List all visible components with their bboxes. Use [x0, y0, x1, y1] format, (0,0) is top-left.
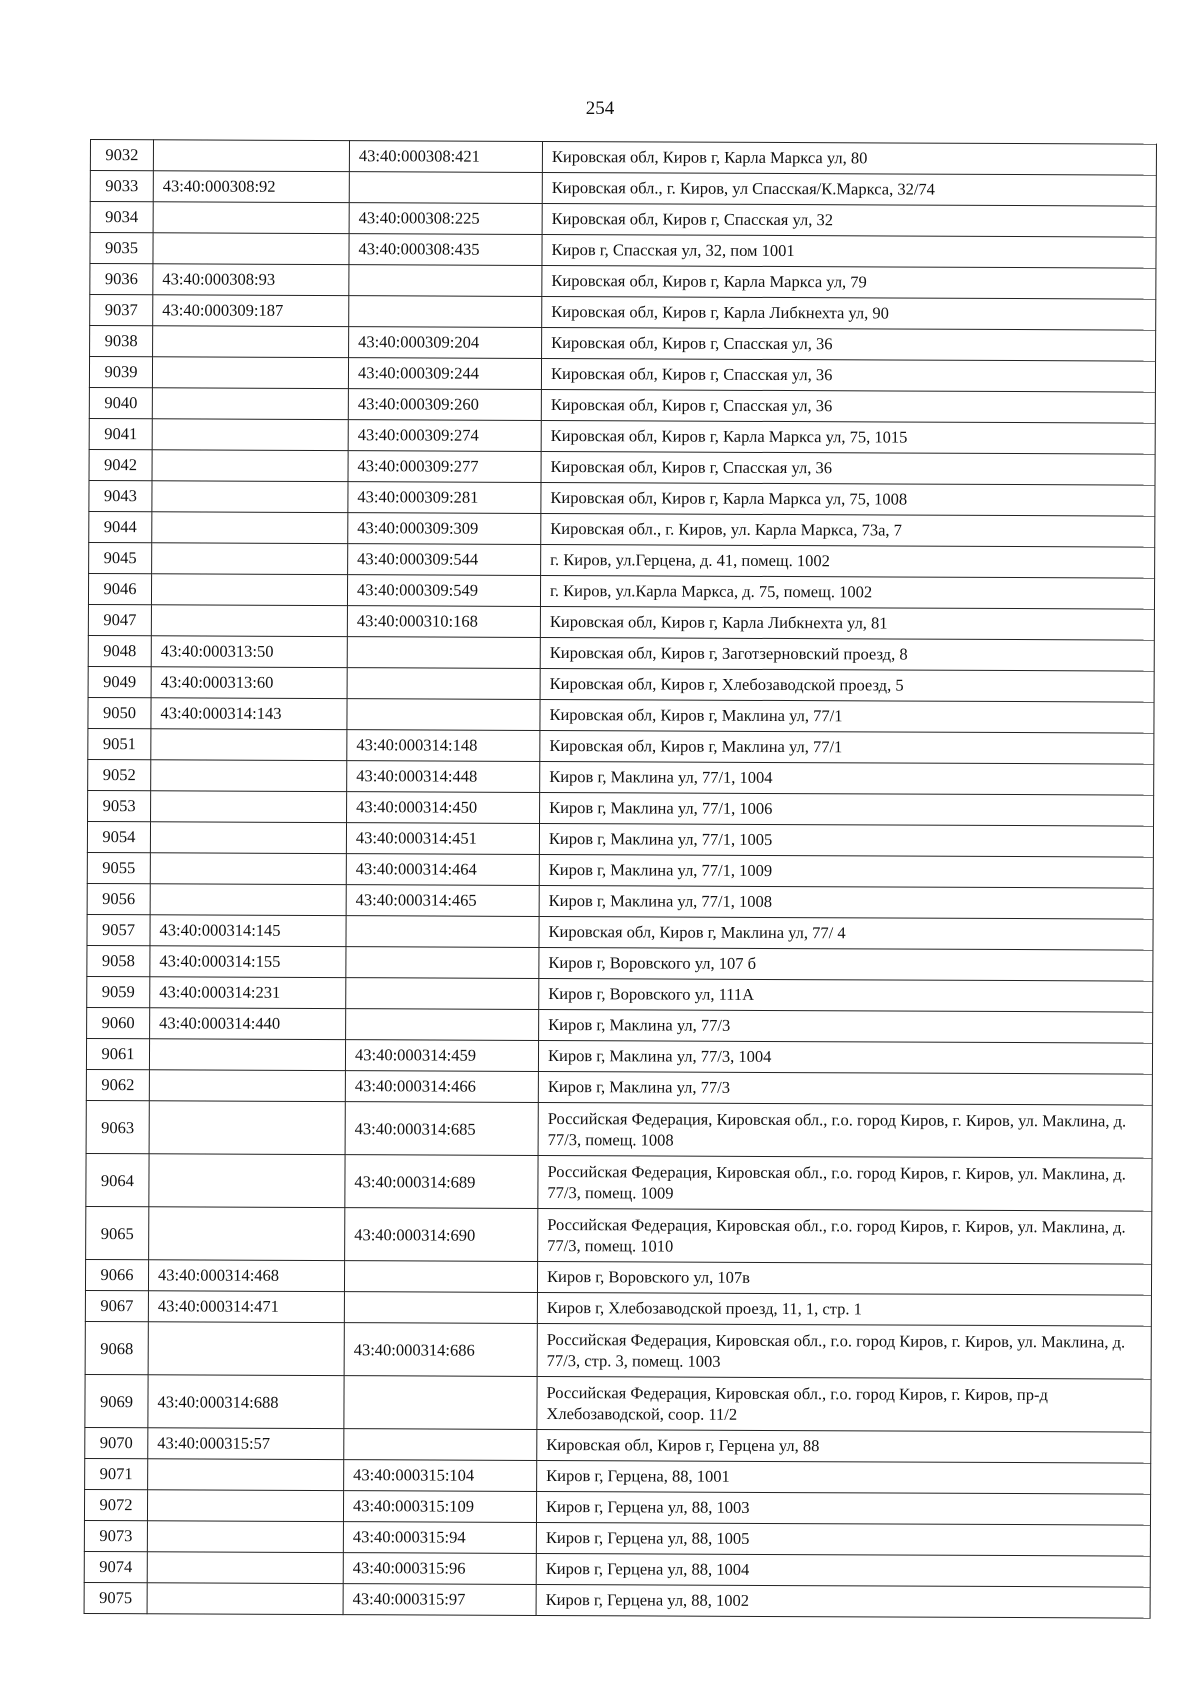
row-number-cell: 9057	[87, 914, 150, 945]
building-cadastral-cell: 43:40:000314:459	[345, 1040, 538, 1072]
building-cadastral-cell	[346, 947, 539, 979]
land-cadastral-cell	[147, 1583, 343, 1615]
row-number-cell: 9069	[85, 1374, 148, 1427]
row-number-cell: 9056	[87, 883, 150, 914]
land-cadastral-cell: 43:40:000314:688	[148, 1375, 344, 1429]
table-row	[86, 1100, 1152, 1158]
land-cadastral-cell: 43:40:000314:471	[148, 1291, 344, 1323]
address-cell: Киров г, Маклина ул, 77/3, 1004	[538, 1040, 1152, 1074]
address-cell: Кировская обл, Киров г, Спасская ул, 36	[542, 327, 1156, 361]
land-cadastral-cell	[153, 140, 349, 172]
row-number-cell: 9038	[90, 326, 153, 357]
building-cadastral-cell: 43:40:000314:448	[347, 761, 540, 793]
land-cadastral-cell	[153, 233, 349, 265]
address-cell: г. Киров, ул.Герцена, д. 41, помещ. 1002	[541, 544, 1155, 578]
land-cadastral-cell: 43:40:000314:440	[150, 1008, 346, 1040]
address-cell: Кировская обл, Киров г, Спасская ул, 36	[541, 451, 1155, 485]
table-body	[84, 140, 1156, 1619]
building-cadastral-cell	[346, 1009, 539, 1041]
land-cadastral-cell: 43:40:000315:57	[148, 1428, 344, 1460]
address-cell: Кировская обл, Киров г, Спасская ул, 36	[541, 358, 1155, 392]
address-cell: Кировская обл., г. Киров, ул Спасская/К.Маркса, 32/74	[542, 172, 1156, 206]
table-row	[88, 790, 1154, 826]
building-cadastral-cell: 43:40:000309:244	[348, 358, 541, 390]
row-number-cell: 9052	[88, 759, 151, 790]
address-cell: Российская Федерация, Кировская обл., г.о. город Киров, г. Киров, пр-д Хлебозаводской, соор. 11/2	[537, 1376, 1151, 1432]
table-row	[89, 387, 1155, 423]
table-row	[87, 852, 1153, 888]
land-cadastral-cell	[152, 419, 348, 451]
address-cell: Кировская обл, Киров г, Хлебозаводской проезд, 5	[540, 668, 1154, 702]
row-number-cell: 9075	[84, 1582, 147, 1613]
address-cell: Киров г, Маклина ул, 77/3	[538, 1071, 1152, 1105]
row-number-cell: 9048	[88, 635, 151, 666]
row-number-cell: 9036	[90, 264, 153, 295]
address-cell: Киров г, Герцена ул, 88, 1002	[536, 1584, 1150, 1618]
table-row	[86, 1153, 1152, 1211]
row-number-cell: 9032	[90, 140, 153, 171]
address-cell: Киров г, Герцена, 88, 1001	[537, 1460, 1151, 1494]
land-cadastral-cell: 43:40:000314:231	[150, 977, 346, 1009]
row-number-cell: 9046	[88, 573, 151, 604]
address-cell: Кировская обл, Киров г, Заготзерновский проезд, 8	[540, 637, 1154, 671]
row-number-cell: 9063	[86, 1100, 149, 1153]
table-row	[85, 1427, 1151, 1463]
address-cell: Киров г, Маклина ул, 77/3	[539, 1009, 1153, 1043]
land-cadastral-cell	[149, 1154, 345, 1208]
building-cadastral-cell: 43:40:000309:204	[349, 327, 542, 359]
address-cell: Киров г, Маклина ул, 77/1, 1009	[539, 854, 1153, 888]
row-number-cell: 9068	[85, 1321, 148, 1374]
building-cadastral-cell: 43:40:000315:96	[343, 1553, 536, 1585]
table-row	[90, 202, 1156, 238]
land-cadastral-cell: 43:40:000314:468	[148, 1260, 344, 1292]
row-number-cell: 9066	[85, 1259, 148, 1290]
property-table	[84, 139, 1157, 1619]
address-cell: Российская Федерация, Кировская обл., г.о. город Киров, г. Киров, ул. Маклина, д. 77/3, помещ. 1010	[538, 1208, 1152, 1264]
land-cadastral-cell	[151, 760, 347, 792]
row-number-cell: 9043	[89, 480, 152, 511]
row-number-cell: 9062	[86, 1069, 149, 1100]
building-cadastral-cell: 43:40:000314:686	[344, 1323, 537, 1377]
table-row	[86, 1069, 1152, 1105]
land-cadastral-cell	[148, 1322, 344, 1376]
building-cadastral-cell	[344, 1376, 537, 1430]
land-cadastral-cell	[152, 357, 348, 389]
building-cadastral-cell: 43:40:000309:260	[348, 389, 541, 421]
building-cadastral-cell: 43:40:000308:421	[349, 141, 542, 173]
land-cadastral-cell	[151, 791, 347, 823]
row-number-cell: 9070	[85, 1427, 148, 1458]
table-row	[88, 759, 1154, 795]
address-cell: Киров г, Спасская ул, 32, пом 1001	[542, 234, 1156, 268]
table-row	[86, 1206, 1152, 1264]
table-row	[85, 1321, 1151, 1379]
address-cell: Кировская обл, Киров г, Карла Маркса ул, 75, 1008	[541, 482, 1155, 516]
table-row	[89, 418, 1155, 454]
address-cell: Кировская обл., г. Киров, ул. Карла Маркса, 73а, 7	[541, 513, 1155, 547]
land-cadastral-cell: 43:40:000313:50	[151, 636, 347, 668]
table-row	[86, 1038, 1152, 1074]
address-cell: Кировская обл, Киров г, Маклина ул, 77/ 4	[539, 916, 1153, 950]
address-cell: Киров г, Герцена ул, 88, 1005	[536, 1522, 1150, 1556]
address-cell: Кировская обл, Киров г, Спасская ул, 36	[541, 389, 1155, 423]
building-cadastral-cell: 43:40:000314:685	[345, 1102, 538, 1156]
land-cadastral-cell	[149, 1070, 345, 1102]
table-row	[89, 511, 1155, 547]
table-row	[85, 1374, 1151, 1432]
table-row	[88, 728, 1154, 764]
address-cell: Кировская обл, Киров г, Карла Маркса ул, 80	[542, 141, 1156, 175]
building-cadastral-cell	[349, 265, 542, 297]
address-cell: Киров г, Герцена ул, 88, 1003	[536, 1491, 1150, 1525]
address-cell: Киров г, Герцена ул, 88, 1004	[536, 1553, 1150, 1587]
table-row	[87, 883, 1153, 919]
table-row	[87, 1007, 1153, 1043]
table-row	[88, 635, 1154, 671]
table-row	[84, 1582, 1150, 1618]
table-row	[84, 1551, 1150, 1587]
row-number-cell: 9039	[89, 357, 152, 388]
row-number-cell: 9064	[86, 1153, 149, 1206]
land-cadastral-cell: 43:40:000313:60	[151, 667, 347, 699]
row-number-cell: 9074	[84, 1551, 147, 1582]
building-cadastral-cell	[346, 978, 539, 1010]
address-cell: Кировская обл, Киров г, Карла Маркса ул, 75, 1015	[541, 420, 1155, 454]
table-row	[90, 326, 1156, 362]
land-cadastral-cell: 43:40:000314:155	[150, 946, 346, 978]
table-row	[88, 573, 1154, 609]
land-cadastral-cell: 43:40:000308:93	[153, 264, 349, 296]
table-row	[88, 604, 1154, 640]
building-cadastral-cell: 43:40:000314:450	[347, 792, 540, 824]
land-cadastral-cell: 43:40:000308:92	[153, 171, 349, 203]
land-cadastral-cell	[150, 822, 346, 854]
land-cadastral-cell	[149, 1101, 345, 1155]
land-cadastral-cell	[152, 512, 348, 544]
land-cadastral-cell	[147, 1521, 343, 1553]
row-number-cell: 9042	[89, 449, 152, 480]
row-number-cell: 9051	[88, 728, 151, 759]
building-cadastral-cell: 43:40:000309:309	[348, 513, 541, 545]
table-row	[90, 295, 1156, 331]
land-cadastral-cell	[149, 1039, 345, 1071]
row-number-cell: 9040	[89, 387, 152, 418]
address-cell: Кировская обл, Киров г, Карла Либкнехта ул, 90	[542, 296, 1156, 330]
table-row	[84, 1520, 1150, 1556]
address-cell: Кировская обл, Киров г, Герцена ул, 88	[537, 1429, 1151, 1463]
building-cadastral-cell: 43:40:000314:689	[345, 1155, 538, 1209]
table-row	[90, 171, 1156, 207]
address-cell: г. Киров, ул.Карла Маркса, д. 75, помещ. 1002	[540, 575, 1154, 609]
row-number-cell: 9034	[90, 202, 153, 233]
address-cell: Киров г, Воровского ул, 107в	[537, 1261, 1151, 1295]
address-cell: Киров г, Воровского ул, 111А	[539, 978, 1153, 1012]
row-number-cell: 9058	[87, 945, 150, 976]
table-row	[85, 1458, 1151, 1494]
row-number-cell: 9059	[87, 976, 150, 1007]
row-number-cell: 9053	[88, 790, 151, 821]
address-cell: Киров г, Маклина ул, 77/1, 1008	[539, 885, 1153, 919]
land-cadastral-cell	[153, 202, 349, 234]
building-cadastral-cell: 43:40:000314:148	[347, 730, 540, 762]
building-cadastral-cell: 43:40:000308:435	[349, 234, 542, 266]
table-row	[88, 666, 1154, 702]
row-number-cell: 9061	[86, 1038, 149, 1069]
table-row	[90, 264, 1156, 300]
row-number-cell: 9037	[90, 295, 153, 326]
land-cadastral-cell	[150, 884, 346, 916]
row-number-cell: 9060	[87, 1007, 150, 1038]
building-cadastral-cell	[344, 1261, 537, 1293]
building-cadastral-cell	[344, 1292, 537, 1324]
land-cadastral-cell	[153, 326, 349, 358]
land-cadastral-cell	[152, 450, 348, 482]
land-cadastral-cell: 43:40:000314:145	[150, 915, 346, 947]
row-number-cell: 9044	[89, 511, 152, 542]
land-cadastral-cell	[152, 543, 348, 575]
building-cadastral-cell: 43:40:000314:690	[345, 1208, 538, 1262]
row-number-cell: 9035	[90, 233, 153, 264]
row-number-cell: 9045	[89, 542, 152, 573]
table-row	[88, 697, 1154, 733]
row-number-cell: 9047	[88, 604, 151, 635]
page-number: 254	[585, 98, 615, 119]
row-number-cell: 9072	[84, 1489, 147, 1520]
address-cell: Киров г, Маклина ул, 77/1, 1006	[540, 792, 1154, 826]
building-cadastral-cell	[347, 668, 540, 700]
building-cadastral-cell	[344, 1429, 537, 1461]
building-cadastral-cell: 43:40:000309:274	[348, 420, 541, 452]
row-number-cell: 9067	[85, 1290, 148, 1321]
table-row	[89, 542, 1155, 578]
address-cell: Киров г, Маклина ул, 77/1, 1005	[539, 823, 1153, 857]
address-cell: Российская Федерация, Кировская обл., г.о. город Киров, г. Киров, ул. Маклина, д. 77/3, помещ. 1008	[538, 1102, 1152, 1158]
table-row	[89, 480, 1155, 516]
land-cadastral-cell: 43:40:000314:143	[151, 698, 347, 730]
address-cell: Российская Федерация, Кировская обл., г.о. город Киров, г. Киров, ул. Маклина, д. 77/3, помещ. 1009	[538, 1155, 1152, 1211]
row-number-cell: 9033	[90, 171, 153, 202]
land-cadastral-cell	[151, 574, 347, 606]
land-cadastral-cell	[151, 729, 347, 761]
address-cell: Киров г, Маклина ул, 77/1, 1004	[540, 761, 1154, 795]
building-cadastral-cell: 43:40:000308:225	[349, 203, 542, 235]
building-cadastral-cell: 43:40:000309:544	[348, 544, 541, 576]
address-cell: Киров г, Воровского ул, 107 б	[539, 947, 1153, 981]
land-cadastral-cell	[148, 1459, 344, 1491]
row-number-cell: 9065	[86, 1206, 149, 1259]
row-number-cell: 9071	[85, 1458, 148, 1489]
land-cadastral-cell	[147, 1552, 343, 1584]
address-cell: Российская Федерация, Кировская обл., г.о. город Киров, г. Киров, ул. Маклина, д. 77/3, стр. 3, помещ. 1003	[537, 1323, 1151, 1379]
row-number-cell: 9041	[89, 418, 152, 449]
table-row	[87, 821, 1153, 857]
land-cadastral-cell	[149, 1207, 345, 1261]
building-cadastral-cell	[346, 916, 539, 948]
building-cadastral-cell: 43:40:000309:549	[347, 575, 540, 607]
address-cell: Кировская обл, Киров г, Маклина ул, 77/1	[540, 730, 1154, 764]
land-cadastral-cell: 43:40:000309:187	[153, 295, 349, 327]
table-row	[89, 449, 1155, 485]
land-cadastral-cell	[150, 853, 346, 885]
table-row	[87, 945, 1153, 981]
building-cadastral-cell: 43:40:000314:451	[346, 823, 539, 855]
building-cadastral-cell: 43:40:000315:109	[343, 1491, 536, 1523]
address-cell: Кировская обл, Киров г, Маклина ул, 77/1	[540, 699, 1154, 733]
table-row	[90, 233, 1156, 269]
building-cadastral-cell	[349, 296, 542, 328]
building-cadastral-cell: 43:40:000309:277	[348, 451, 541, 483]
building-cadastral-cell: 43:40:000314:464	[346, 854, 539, 886]
address-cell: Кировская обл, Киров г, Спасская ул, 32	[542, 203, 1156, 237]
table-row	[84, 1489, 1150, 1525]
table-row	[85, 1290, 1151, 1326]
land-cadastral-cell	[152, 481, 348, 513]
row-number-cell: 9054	[87, 821, 150, 852]
table-row	[90, 140, 1156, 176]
row-number-cell: 9055	[87, 852, 150, 883]
address-cell: Кировская обл, Киров г, Карла Маркса ул, 79	[542, 265, 1156, 299]
building-cadastral-cell	[347, 637, 540, 669]
table-row	[89, 357, 1155, 393]
table-row	[87, 914, 1153, 950]
row-number-cell: 9049	[88, 666, 151, 697]
land-cadastral-cell	[147, 1490, 343, 1522]
building-cadastral-cell: 43:40:000315:97	[343, 1584, 536, 1616]
building-cadastral-cell	[347, 699, 540, 731]
address-cell: Кировская обл, Киров г, Карла Либкнехта ул, 81	[540, 606, 1154, 640]
land-cadastral-cell	[152, 388, 348, 420]
table-row	[87, 976, 1153, 1012]
table-row	[85, 1259, 1151, 1295]
address-cell: Киров г, Хлебозаводской проезд, 11, 1, стр. 1	[537, 1292, 1151, 1326]
building-cadastral-cell: 43:40:000310:168	[347, 606, 540, 638]
building-cadastral-cell: 43:40:000315:104	[344, 1460, 537, 1492]
land-cadastral-cell	[151, 605, 347, 637]
building-cadastral-cell	[349, 172, 542, 204]
building-cadastral-cell: 43:40:000315:94	[343, 1522, 536, 1554]
building-cadastral-cell: 43:40:000314:466	[345, 1071, 538, 1103]
building-cadastral-cell: 43:40:000309:281	[348, 482, 541, 514]
row-number-cell: 9050	[88, 697, 151, 728]
building-cadastral-cell: 43:40:000314:465	[346, 885, 539, 917]
row-number-cell: 9073	[84, 1520, 147, 1551]
